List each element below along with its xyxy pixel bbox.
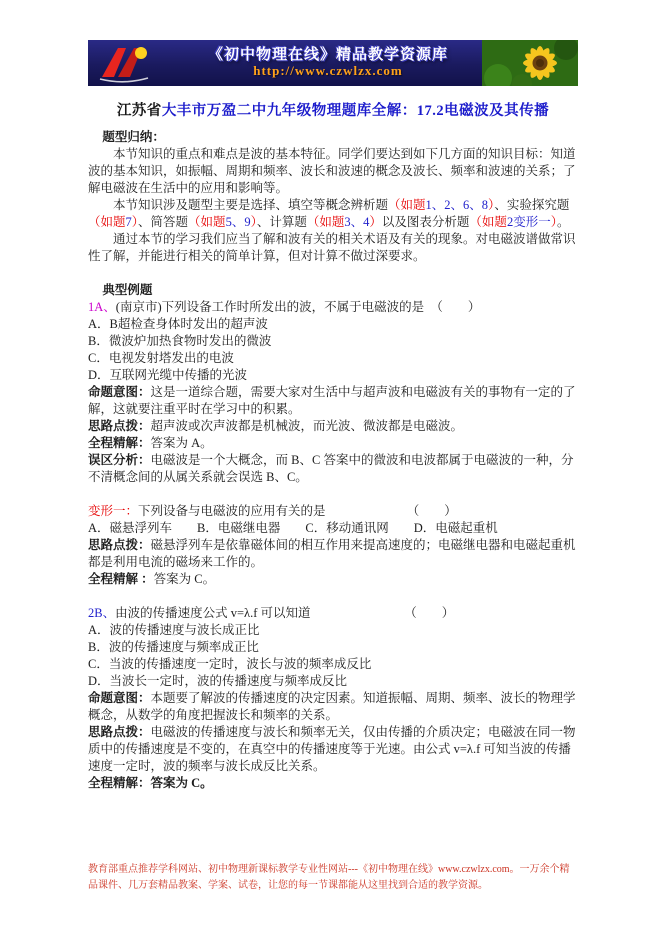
- text-segment: 答案为 C。: [153, 572, 216, 586]
- document-content: [88, 40, 578, 792]
- label-hint: 思路点拨：: [88, 725, 151, 739]
- paragraph: [88, 537, 578, 571]
- label-answer: 全程精解：: [88, 436, 151, 450]
- sunflower-icon: [482, 40, 578, 86]
- question-block: [88, 605, 578, 622]
- option-b: B．微波炉加热食物时发出的微波: [88, 334, 272, 348]
- option-a: A．B超检查身体时发出的超声波: [88, 317, 268, 331]
- question-link[interactable]: 5、9: [225, 215, 251, 229]
- label-hint: 思路点拨：: [88, 538, 151, 552]
- question-number: 变形一：: [88, 504, 139, 518]
- text-segment: 。: [556, 215, 570, 229]
- text-segment: 通过本节的学习我们应当了解和波有关的相关术语及有关的现象。对电磁波谱做常识性了解，并能进行相关的简单计算，但对计算不做过深要求。: [88, 232, 576, 263]
- option-c: C．当波的传播速度一定时，波长与波的频率成反比: [88, 657, 372, 671]
- paragraph: [88, 724, 578, 775]
- logo-icon: [88, 40, 174, 86]
- option-a: A．波的传播速度与波长成正比: [88, 623, 260, 637]
- question-link[interactable]: 1、2、6、8: [425, 198, 489, 212]
- paragraph: [88, 452, 578, 486]
- label-hint: 思路点拨：: [88, 419, 151, 433]
- paragraph: [88, 146, 578, 197]
- paragraph: [88, 520, 578, 537]
- paragraph: [88, 690, 578, 724]
- label-intent: 命题意图：: [88, 385, 151, 399]
- site-url-link[interactable]: http://www.czwlzx.com: [253, 63, 403, 79]
- text-segment: （如题: [88, 215, 126, 229]
- label-answer: 全程精解 ：: [88, 572, 154, 586]
- text-segment: 电磁波是一个大概念，而 B、C 答案中的微波和电波都属于电磁波的一种，分不清概念间的从属关系就会误选 B、C。: [88, 453, 574, 484]
- question-link[interactable]: 7: [125, 215, 132, 229]
- option-d: D．当波长一定时，波的传播速度与频率成反比: [88, 674, 348, 688]
- text-segment: 本题要了解波的传播速度的决定因素。知道振幅、周期、频率、波长的物理学概念，从数学的角度把握波长和频率的关系。: [88, 691, 576, 722]
- text-segment: ）: [369, 215, 382, 229]
- site-banner: [88, 40, 578, 86]
- section-heading-block: [88, 282, 578, 299]
- label-pitfall: 误区分析：: [88, 453, 151, 467]
- document-body: [88, 129, 578, 792]
- page-footer: [88, 862, 578, 894]
- text-segment: （如题: [388, 198, 426, 212]
- text-segment: ）: [550, 215, 557, 229]
- document-title: [88, 99, 578, 120]
- title-main: 大丰市万盈二中九年级物理题库全解：17.2电磁波及其传播: [161, 103, 550, 119]
- paragraph: [88, 639, 578, 656]
- paragraph: [88, 231, 578, 265]
- options-row: A．磁悬浮列车 B．电磁继电器 C．移动通讯网 D．电磁起重机: [88, 521, 498, 535]
- label-answer: 全程精解：答案为 C。: [88, 776, 213, 790]
- text-segment: （如题: [469, 215, 507, 229]
- section-heading: 典型例题: [102, 283, 153, 297]
- paragraph: [88, 673, 578, 690]
- paragraph: [88, 775, 578, 792]
- section-heading: 题型归纳：: [102, 130, 165, 144]
- question-block: [88, 503, 578, 520]
- text-segment: 、简答题: [138, 215, 189, 229]
- paragraph: [88, 350, 578, 367]
- site-logo: [88, 40, 174, 86]
- text-segment: （ ）: [310, 606, 455, 620]
- paragraph: [88, 316, 578, 333]
- footer-text: 教育部重点推荐学科网站、初中物理新课标教学专业性网站---《初中物理在线》www.czwlzx.com。一万余个精品课件、几万套精品教案、学案、试卷，让您的每一节课都能从这里找到合适的教学资源。: [88, 864, 570, 891]
- text-segment: 以及图表分析题: [381, 215, 470, 229]
- spacer: [88, 265, 578, 282]
- paragraph: [88, 656, 578, 673]
- banner-text-area: [174, 40, 482, 86]
- question-link[interactable]: 2变形一: [506, 215, 551, 229]
- question-link[interactable]: 3、4: [344, 215, 370, 229]
- spacer: [88, 486, 578, 503]
- paragraph: [88, 622, 578, 639]
- paragraph: [88, 367, 578, 384]
- text-segment: 超声波或次声波都是机械波，而光波、微波都是电磁波。: [150, 419, 464, 433]
- text-segment: 、计算题: [256, 215, 307, 229]
- section-heading-block: [88, 129, 578, 146]
- question-number: 2B、: [88, 606, 116, 620]
- title-prefix: 江苏省: [116, 103, 162, 119]
- question-text: 由波的传播速度公式 v=λ.f 可以知道: [115, 606, 311, 620]
- paragraph: [88, 435, 578, 452]
- question-number: 1A、: [88, 300, 116, 314]
- text-segment: 、实验探究题: [494, 198, 570, 212]
- question-text: 下列设备与电磁波的应用有关的是: [138, 504, 326, 518]
- paragraph: [88, 384, 578, 418]
- paragraph: [88, 197, 578, 231]
- label-intent: 命题意图：: [88, 691, 151, 705]
- text-segment: ）: [250, 215, 257, 229]
- paragraph: [88, 571, 578, 588]
- text-segment: 本节知识的重点和难点是波的基本特征。同学们要达到如下几方面的知识目标：知道波的基本知识，如振幅、周期和频率、波长和波速的概念及波长、频率和波速的关系；了解电磁波在生活中的应用和影响等。: [88, 147, 576, 195]
- text-segment: 答案为 A。: [150, 436, 213, 450]
- text-segment: （如题: [306, 215, 345, 229]
- text-segment: 这是一道综合题，需要大家对生活中与超声波和电磁波有关的事物有一定的了解，这就要注重平时在学习中的积累。: [88, 385, 576, 416]
- question-text: (南京市)下列设备工作时所发出的波，不属于电磁波的是 （ ）: [115, 300, 481, 314]
- option-d: D．互联网光缆中传播的光波: [88, 368, 248, 382]
- text-segment: （如题: [188, 215, 226, 229]
- text-segment: ）: [131, 215, 139, 229]
- site-title: 《初中物理在线》精品教学资源库: [207, 46, 448, 63]
- spacer: [88, 588, 578, 605]
- text-segment: ）: [488, 198, 495, 212]
- option-b: B．波的传播速度与频率成正比: [88, 640, 259, 654]
- text-segment: 本节知识涉及题型主要是选择、填空等概念辨析题: [113, 198, 389, 212]
- text-segment: （ ）: [325, 504, 457, 518]
- text-segment: 磁悬浮列车是依靠磁体间的相互作用来提高速度的；电磁继电器和电磁起重机都是利用电流的磁场来工作的。: [88, 538, 576, 569]
- text-segment: 电磁波的传播速度与波长和频率无关，仅由传播的介质决定；电磁波在同一物质中的传播速度是不变的，在真空中的传播速度等于光速。由公式 v=λ.f 可知当波的传播速度一定时，波的频率与波长成反比关系。: [88, 725, 576, 773]
- option-c: C．电视发射塔发出的电波: [88, 351, 234, 365]
- paragraph: [88, 418, 578, 435]
- paragraph: [88, 333, 578, 350]
- question-block: [88, 299, 578, 316]
- sunflower-image: [482, 40, 578, 86]
